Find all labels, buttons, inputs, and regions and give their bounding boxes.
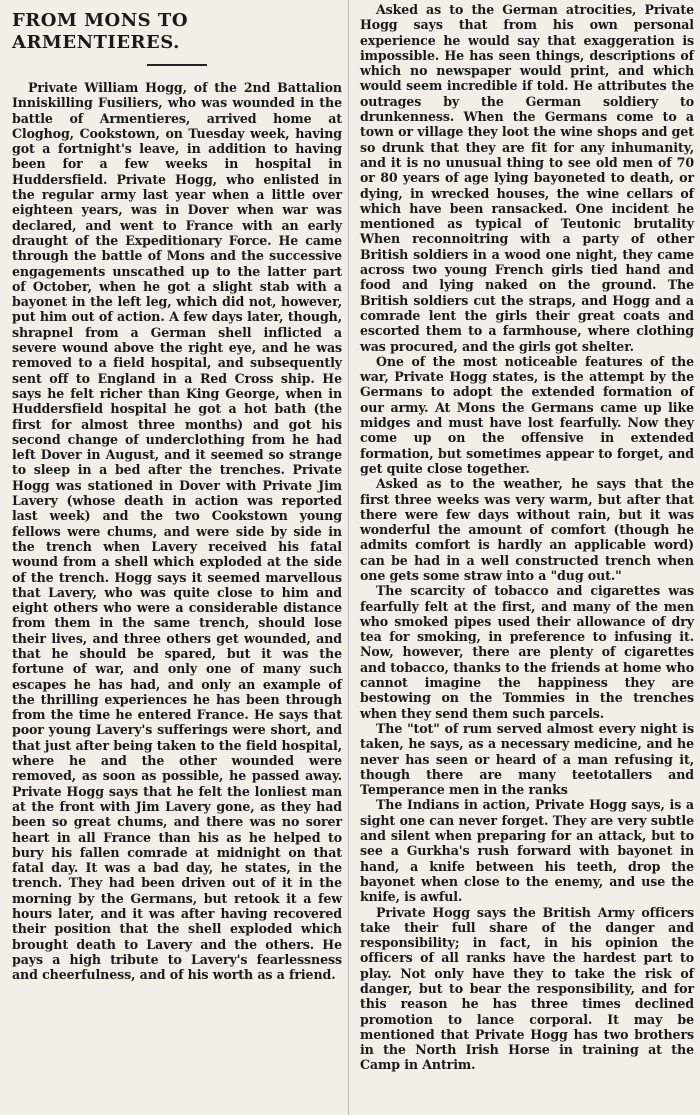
left-column (12, 6, 342, 983)
column-divider (348, 0, 349, 1115)
right-column (360, 2, 694, 1073)
paragraph-right-1: Asked as to the German atrocities, Private Hogg says that from his own personal experience he would say that exaggeration is impossible. He has seen things, descriptions of which no newspaper would print, and which would seem incredible if told. He attributes the outrages by the German soldiery to drunkenness. When the Germans come to a town or village they loot the wine shops and get so drunk that they are fit for any inhumanity, and it is no unusual thing to see old men of 70 or 80 years of age lying bayoneted to death, or dying, in wrecked houses, the wine cellars of which have been ransacked. One incident he mentioned as typical of Teutonic brutality When reconnoitring with a party of other British soldiers in a wood one night, they came across two young French girls tied hand and food and lying naked on the ground. The British soldiers cut the straps, and Hogg and a comrade lent the girls their great coats and escorted them to a farmhouse, where clothing was procured, and the girls got shelter. (360, 2, 694, 354)
paragraph-right-2: One of the most noticeable features of the war, Private Hogg states, is the attempt by the Germans to adopt the extended formation of our army. At Mons the Germans came up like midges and must have lost fearfully. Now they come up on the offensive in extended formation, but sometimes appear to forget, and get quite close together. (360, 353, 694, 476)
paragraph-right-6: The Indians in action, Private Hogg says, is a sight one can never forget. They are very subtle and silent when preparing for an attack, but to see a Gurkha's rush forward with bayonet in hand, a knife between his teeth, drop the bayonet when close to the enemy, and use the knife, is awful. (360, 797, 694, 905)
article-title: FROM MONS TO ARMENTIERES. (12, 10, 189, 53)
paragraph-right-5: The "tot" of rum served almost every night is taken, he says, as a necessary medicine, and he never has seen or heard of a man refusing it, though there are many teetotallers and Temperance men in the ranks (360, 720, 694, 798)
paragraph-left-1: Private William Hogg, of the 2nd Battalion Inniskilling Fusiliers, who was wounded in the battle of Armentieres, arrived home at Cloghog, Cookstown, on Tuesday week, having got a fortnight's leave, in addition to having been for a few weeks in hospital in Huddersfield. Private Hogg, who enlisted in the regular army last year when a little over eighteen years, was in Dover when war was declared, and went to France with an early draught of the Expeditionary Force. He came through the battle of Mons and the successive engagements unscathed up to the latter part of October, when he got a slight stab with a bayonet in the left leg, which did not, however, put him out of action. A few days later, though, shrapnel from a German shell inflicted a severe wound above the right eye, and he was removed to a field hospital, and subsequently sent off to England in a Red Cross ship. He says he felt richer than King George, when in Huddersfield hospital he got a hot bath (the first for almost three months) and got his second change of underclothing from he had left Dover in August, and it seemed so strange to sleep in a bed after the trenches. Private Hogg was stationed in Dover with Private Jim Lavery (whose death in action was reported last week) and the two Cookstown young fellows were chums, and were side by side in the trench when Lavery received his fatal wound from a shell which exploded at the side of the trench. Hogg says it seemed marvellous that Lavery, who was quite close to him and eight others who were a considerable distance from them in the same trench, should lose their lives, and three others get wounded, and that he should be spared, but it was the fortune of war, and only one of many such escapes he has had, and only an example of the thrilling experiences he has been through from the time he entered France. He says that poor young Lavery's sufferings were short, and that just after being taken to the field hospital, where he and the other wounded were removed, as soon as possible, he passed away. Private Hogg says that he felt the lonliest man at the front with Jim Lavery gone, as they had been so great chums, and there was no sorer heart in all France than his as he helped to bury his fallen comrade at midnight on that fatal day. It was a bad day, he states, in the trench. They had been driven out of it in the morning by the Germans, but retook it a few hours later, and it was after having recovered their position that the shell exploded which brought death to Lavery and the others. He pays a high tribute to Lavery's fearlessness and cheerfulness, and of his worth as a friend. (12, 80, 342, 983)
paragraph-right-3: Asked as to the weather, he says that the first three weeks was very warm, but after that there were few days without rain, but it was wonderful the amount of comfort (though he admits comfort is hardly an applicable word) can be had in a well constructed trench when one gets some straw into a "dug out." (360, 476, 694, 583)
paragraph-right-4: The scarcity of tobacco and cigarettes was fearfully felt at the first, and many of the men who smoked pipes used their allowance of dry tea for smoking, in preference to infusing it. Now, however, there are plenty of cigarettes and tobacco, thanks to the friends at home who cannot imagine the happiness they are bestowing on the Tommies in the trenches when they send them such parcels. (360, 583, 694, 721)
paragraph-right-7: Private Hogg says the British Army officers take their full share of the danger and responsibility; in fact, in his opinion the officers of all ranks have the hardest part to play. Not only have they to take the risk of danger, but to bear the responsibility, and for this reason he has three times declined promotion to lance corporal. It may be mentioned that Private Hogg has two brothers in the North Irish Horse in training at the Camp in Antrim. (360, 904, 694, 1073)
title-rule (147, 64, 207, 66)
